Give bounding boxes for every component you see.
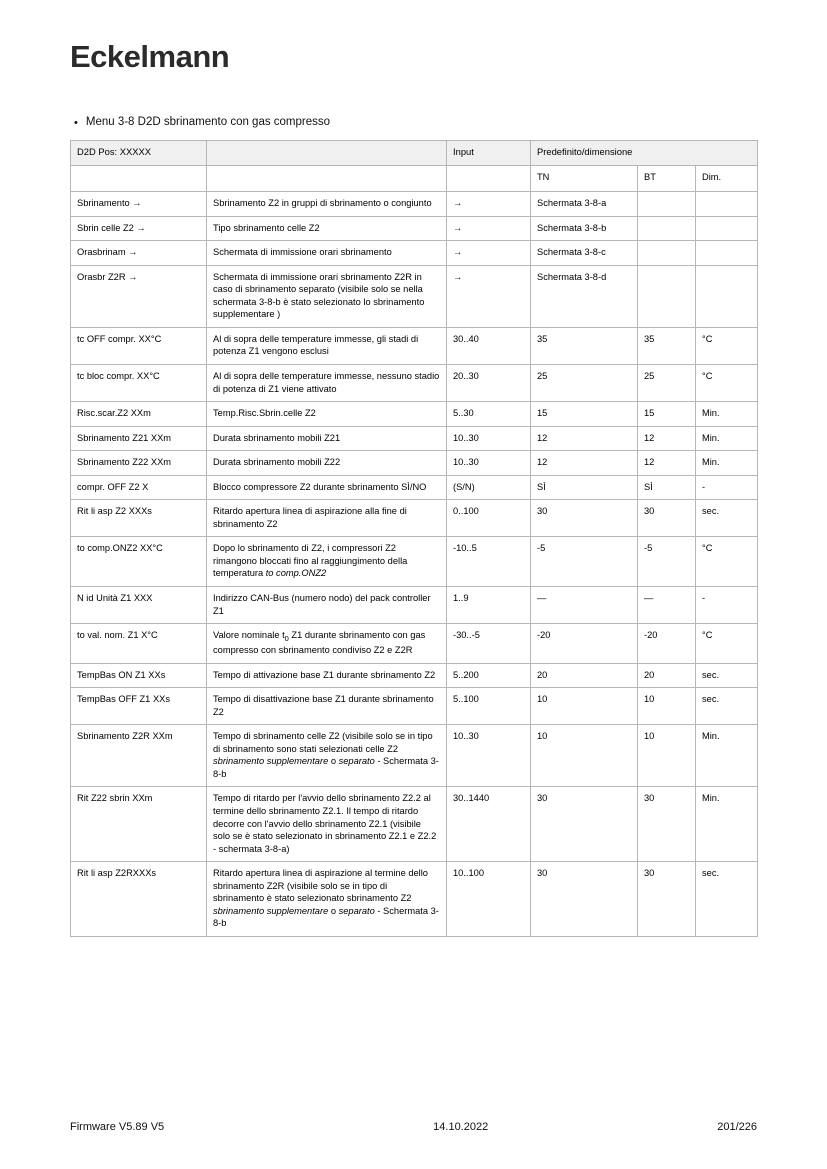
- input-cell: -10..5: [447, 537, 531, 587]
- input-cell: 0..100: [447, 500, 531, 537]
- table-row: [71, 500, 758, 537]
- bt-value-cell: 12: [638, 426, 696, 451]
- tn-value-cell: 30: [531, 862, 638, 937]
- table-row: [71, 537, 758, 587]
- table-row: [71, 725, 758, 787]
- header-d2d-pos: D2D Pos: XXXXX: [71, 141, 207, 166]
- dim-cell: sec.: [696, 862, 758, 937]
- description-cell: Schermata di immissione orari sbrinamento Z2R in caso di sbrinamento separato (visibile solo se nella schermata 3-8-b è stato selezionato lo sbrinamento supplementare ): [207, 265, 447, 327]
- input-cell: 10..30: [447, 725, 531, 787]
- dim-cell: sec.: [696, 663, 758, 688]
- table-row: [71, 862, 758, 937]
- header-description: [207, 141, 447, 166]
- description-cell: Tempo di ritardo per l'avvio dello sbrinamento Z2.2 al termine dello sbrinamento Z2.1. Il tempo di ritardo decorre con l'avvio dello sbrinamento Z2.1 (visibile solo se è stato selezionato in sbrinamento Z2.1 e Z2.2 - schermata 3-8-a): [207, 787, 447, 862]
- table-row: [71, 624, 758, 664]
- subheader-blank-2: [207, 166, 447, 192]
- footer-page-number: 201/226: [717, 1121, 757, 1133]
- description-cell: Al di sopra delle temperature immesse, gli stadi di potenza Z1 vengono esclusi: [207, 327, 447, 364]
- param-cell: compr. OFF Z2 X: [71, 475, 207, 500]
- input-cell: 30..1440: [447, 787, 531, 862]
- input-cell: 5..30: [447, 402, 531, 427]
- dim-cell: Min.: [696, 451, 758, 476]
- param-cell: Sbrinamento Z22 XXm: [71, 451, 207, 476]
- parameter-table: [70, 140, 758, 937]
- description-cell: Al di sopra delle temperature immesse, nessuno stadio di potenza di Z1 viene attivato: [207, 365, 447, 402]
- tn-value-cell: 10: [531, 725, 638, 787]
- bt-value-cell: 10: [638, 688, 696, 725]
- bt-value-cell: [638, 265, 696, 327]
- input-cell: (S/N): [447, 475, 531, 500]
- input-cell: 30..40: [447, 327, 531, 364]
- param-cell: Orasbr Z2R →: [71, 265, 207, 327]
- bt-value-cell: [638, 241, 696, 266]
- param-cell: to val. nom. Z1 X°C: [71, 624, 207, 664]
- param-cell: tc OFF compr. XX°C: [71, 327, 207, 364]
- table-row: [71, 663, 758, 688]
- description-cell: Tipo sbrinamento celle Z2: [207, 216, 447, 241]
- description-cell: Tempo di disattivazione base Z1 durante sbrinamento Z2: [207, 688, 447, 725]
- tn-value-cell: Schermata 3-8-c: [531, 241, 638, 266]
- tn-value-cell: 12: [531, 451, 638, 476]
- dim-cell: [696, 192, 758, 217]
- table-row: [71, 402, 758, 427]
- bt-value-cell: 25: [638, 365, 696, 402]
- bt-value-cell: 10: [638, 725, 696, 787]
- input-cell: →: [447, 265, 531, 327]
- bt-value-cell: 20: [638, 663, 696, 688]
- input-cell: 5..200: [447, 663, 531, 688]
- input-cell: 10..30: [447, 426, 531, 451]
- param-cell: Sbrinamento →: [71, 192, 207, 217]
- tn-value-cell: 15: [531, 402, 638, 427]
- footer-firmware: Firmware V5.89 V5: [70, 1121, 165, 1133]
- input-cell: →: [447, 192, 531, 217]
- dim-cell: Min.: [696, 426, 758, 451]
- tn-value-cell: Schermata 3-8-b: [531, 216, 638, 241]
- section-title-text: Menu 3-8 D2D sbrinamento con gas compresso: [85, 116, 331, 129]
- input-cell: -30..-5: [447, 624, 531, 664]
- table-head: [71, 141, 758, 192]
- input-cell: →: [447, 241, 531, 266]
- dim-cell: Min.: [696, 725, 758, 787]
- header-default-dimension: Predefinito/dimensione: [531, 141, 758, 166]
- description-cell: Blocco compressore Z2 durante sbrinamento SÌ/NO: [207, 475, 447, 500]
- page-footer: [70, 1121, 757, 1133]
- description-cell: Tempo di attivazione base Z1 durante sbrinamento Z2: [207, 663, 447, 688]
- param-cell: Rit li asp Z2RXXXs: [71, 862, 207, 937]
- param-cell: Rit Z22 sbrin XXm: [71, 787, 207, 862]
- subheader-bt: BT: [638, 166, 696, 192]
- dim-cell: [696, 241, 758, 266]
- description-cell: Durata sbrinamento mobili Z21: [207, 426, 447, 451]
- bt-value-cell: [638, 216, 696, 241]
- param-cell: N id Unità Z1 XXX: [71, 587, 207, 624]
- table-header-row: [71, 141, 758, 166]
- table-row: [71, 365, 758, 402]
- bt-value-cell: 30: [638, 500, 696, 537]
- input-cell: 10..100: [447, 862, 531, 937]
- input-cell: 10..30: [447, 451, 531, 476]
- dim-cell: °C: [696, 624, 758, 664]
- dim-cell: °C: [696, 537, 758, 587]
- table-row: [71, 475, 758, 500]
- description-cell: Valore nominale $t_0$ Z1 durante sbrinamento con gas compresso con sbrinamento condiviso Z2 e Z2R: [207, 624, 447, 664]
- bt-value-cell: [638, 192, 696, 217]
- tn-value-cell: 10: [531, 688, 638, 725]
- input-cell: →: [447, 216, 531, 241]
- tn-value-cell: 35: [531, 327, 638, 364]
- subheader-blank-1: [71, 166, 207, 192]
- subheader-tn: TN: [531, 166, 638, 192]
- company-logo: Eckelmann: [70, 39, 230, 74]
- table-row: [71, 265, 758, 327]
- bt-value-cell: SÌ: [638, 475, 696, 500]
- bt-value-cell: 30: [638, 787, 696, 862]
- dim-cell: [696, 216, 758, 241]
- bt-value-cell: 12: [638, 451, 696, 476]
- param-cell: Sbrinamento Z2R XXm: [71, 725, 207, 787]
- tn-value-cell: -5: [531, 537, 638, 587]
- footer-date: 14.10.2022: [433, 1121, 489, 1133]
- bullet-icon: •: [74, 117, 78, 130]
- tn-value-cell: 25: [531, 365, 638, 402]
- description-cell: Tempo di sbrinamento celle Z2 (visibile solo se in tipo di sbrinamento sono stati selezionati celle Z2 sbrinamento supplementare o separato - Schermata 3-8-b: [207, 725, 447, 787]
- table-row: [71, 216, 758, 241]
- dim-cell: -: [696, 475, 758, 500]
- dim-cell: Min.: [696, 787, 758, 862]
- table-subheader-row: [71, 166, 758, 192]
- input-cell: 5..100: [447, 688, 531, 725]
- dim-cell: °C: [696, 327, 758, 364]
- param-cell: Sbrin celle Z2 →: [71, 216, 207, 241]
- description-cell: Schermata di immissione orari sbrinamento: [207, 241, 447, 266]
- param-cell: Sbrinamento Z21 XXm: [71, 426, 207, 451]
- dim-cell: sec.: [696, 500, 758, 537]
- tn-value-cell: 30: [531, 787, 638, 862]
- input-cell: 20..30: [447, 365, 531, 402]
- bt-value-cell: —: [638, 587, 696, 624]
- tn-value-cell: Schermata 3-8-a: [531, 192, 638, 217]
- header-input: Input: [447, 141, 531, 166]
- bt-value-cell: 15: [638, 402, 696, 427]
- description-cell: Dopo lo sbrinamento di Z2, i compressori Z2 rimangono bloccati fino al raggiungimento della temperatura to comp.ONZ2: [207, 537, 447, 587]
- dim-cell: Min.: [696, 402, 758, 427]
- tn-value-cell: —: [531, 587, 638, 624]
- dim-cell: sec.: [696, 688, 758, 725]
- table-body: [71, 192, 758, 937]
- dim-cell: -: [696, 587, 758, 624]
- bt-value-cell: -20: [638, 624, 696, 664]
- tn-value-cell: 12: [531, 426, 638, 451]
- description-cell: Indirizzo CAN-Bus (numero nodo) del pack controller Z1: [207, 587, 447, 624]
- tn-value-cell: Schermata 3-8-d: [531, 265, 638, 327]
- bt-value-cell: 30: [638, 862, 696, 937]
- table-row: [71, 787, 758, 862]
- param-cell: Risc.scar.Z2 XXm: [71, 402, 207, 427]
- param-cell: tc bloc compr. XX°C: [71, 365, 207, 402]
- description-cell: Ritardo apertura linea di aspirazione alla fine di sbrinamento Z2: [207, 500, 447, 537]
- table-row: [71, 688, 758, 725]
- tn-value-cell: -20: [531, 624, 638, 664]
- bt-value-cell: 35: [638, 327, 696, 364]
- section-heading: [70, 116, 757, 130]
- table-row: [71, 587, 758, 624]
- table-row: [71, 327, 758, 364]
- description-cell: Ritardo apertura linea di aspirazione al termine dello sbrinamento Z2R (visibile solo se in tipo di sbrinamento è stato selezionato sbrinamento Z2 sbrinamento supplementare o separato - Schermata 3-8-b: [207, 862, 447, 937]
- description-cell: Durata sbrinamento mobili Z22: [207, 451, 447, 476]
- dim-cell: °C: [696, 365, 758, 402]
- description-cell: Temp.Risc.Sbrin.celle Z2: [207, 402, 447, 427]
- param-cell: Orasbrinam →: [71, 241, 207, 266]
- subheader-dim: Dim.: [696, 166, 758, 192]
- table-row: [71, 451, 758, 476]
- table-row: [71, 192, 758, 217]
- param-cell: to comp.ONZ2 XX°C: [71, 537, 207, 587]
- table-row: [71, 426, 758, 451]
- tn-value-cell: SÌ: [531, 475, 638, 500]
- param-cell: Rit li asp Z2 XXXs: [71, 500, 207, 537]
- param-cell: TempBas OFF Z1 XXs: [71, 688, 207, 725]
- bt-value-cell: -5: [638, 537, 696, 587]
- tn-value-cell: 30: [531, 500, 638, 537]
- dim-cell: [696, 265, 758, 327]
- param-cell: TempBas ON Z1 XXs: [71, 663, 207, 688]
- description-cell: Sbrinamento Z2 in gruppi di sbrinamento o congiunto: [207, 192, 447, 217]
- input-cell: 1..9: [447, 587, 531, 624]
- subheader-blank-3: [447, 166, 531, 192]
- table-row: [71, 241, 758, 266]
- tn-value-cell: 20: [531, 663, 638, 688]
